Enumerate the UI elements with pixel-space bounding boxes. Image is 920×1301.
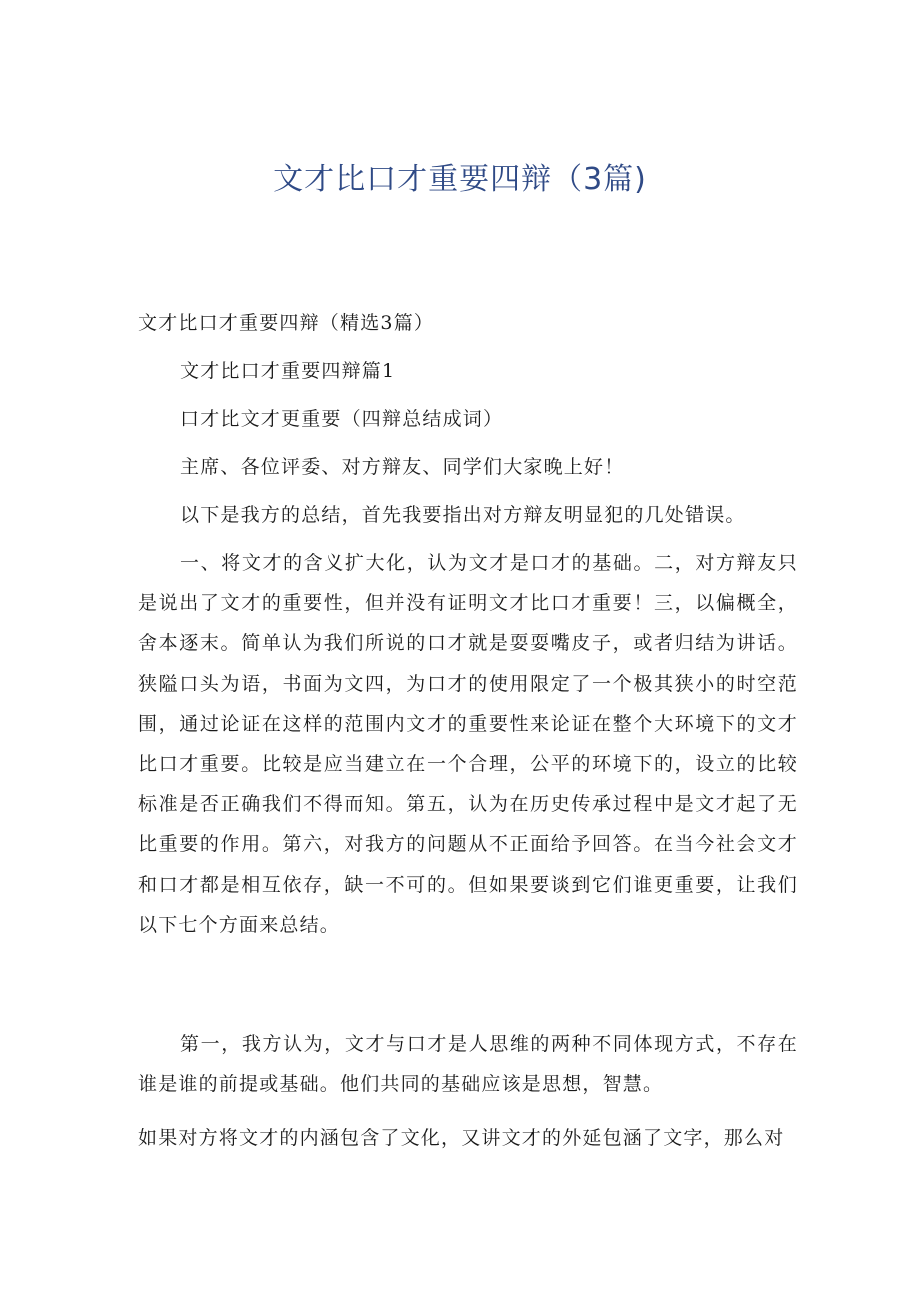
document-subtitle: 文才比口才重要四辩（精选3篇） [138,312,435,334]
body-paragraph-continuation: 如果对方将文才的内涵包含了文化，又讲文才的外延包涵了文字，那么对 [138,1127,785,1149]
greeting-line: 主席、各位评委、对方辩友、同学们大家晚上好！ [180,456,625,478]
section-heading: 文才比口才重要四辩篇1 [180,360,396,382]
document-title: 文才比口才重要四辩（3篇) [273,162,647,197]
speech-title: 口才比文才更重要（四辩总结成词） [180,408,504,430]
body-paragraph-errors: 一、将文才的含义扩大化，认为文才是口才的基础。二，对方辩友只是说出了文才的重要性，但并没有证明文才比口才重要！三，以偏概全，舍本逐末。简单认为我们所说的口才就是耍耍嘴皮子，或者归结为讲话。狭隘口头为语，书面为文四，为口才的使用限定了一个极其狭小的时空范围，通过论证在这样的范围内文才的重要性来论证在整个大环境下的文才比口才重要。比较是应当建立在一个合理，公平的环境下的，设立的比较标准是否正确我们不得而知。第五，认为在历史传承过程中是文才起了无比重要的作用。第六，对我方的问题从不正面给予回答。在当今社会文才和口才都是相互依存，缺一不可的。但如果要谈到它们谁更重要，让我们以下七个方面来总结。 [138,552,798,936]
intro-line: 以下是我方的总结，首先我要指出对方辩友明显犯的几处错误。 [180,504,746,526]
body-paragraph-first-point: 第一，我方认为，文才与口才是人思维的两种不同体现方式，不存在谁是谁的前提或基础。他们共同的基础应该是思想，智慧。 [138,1033,798,1096]
